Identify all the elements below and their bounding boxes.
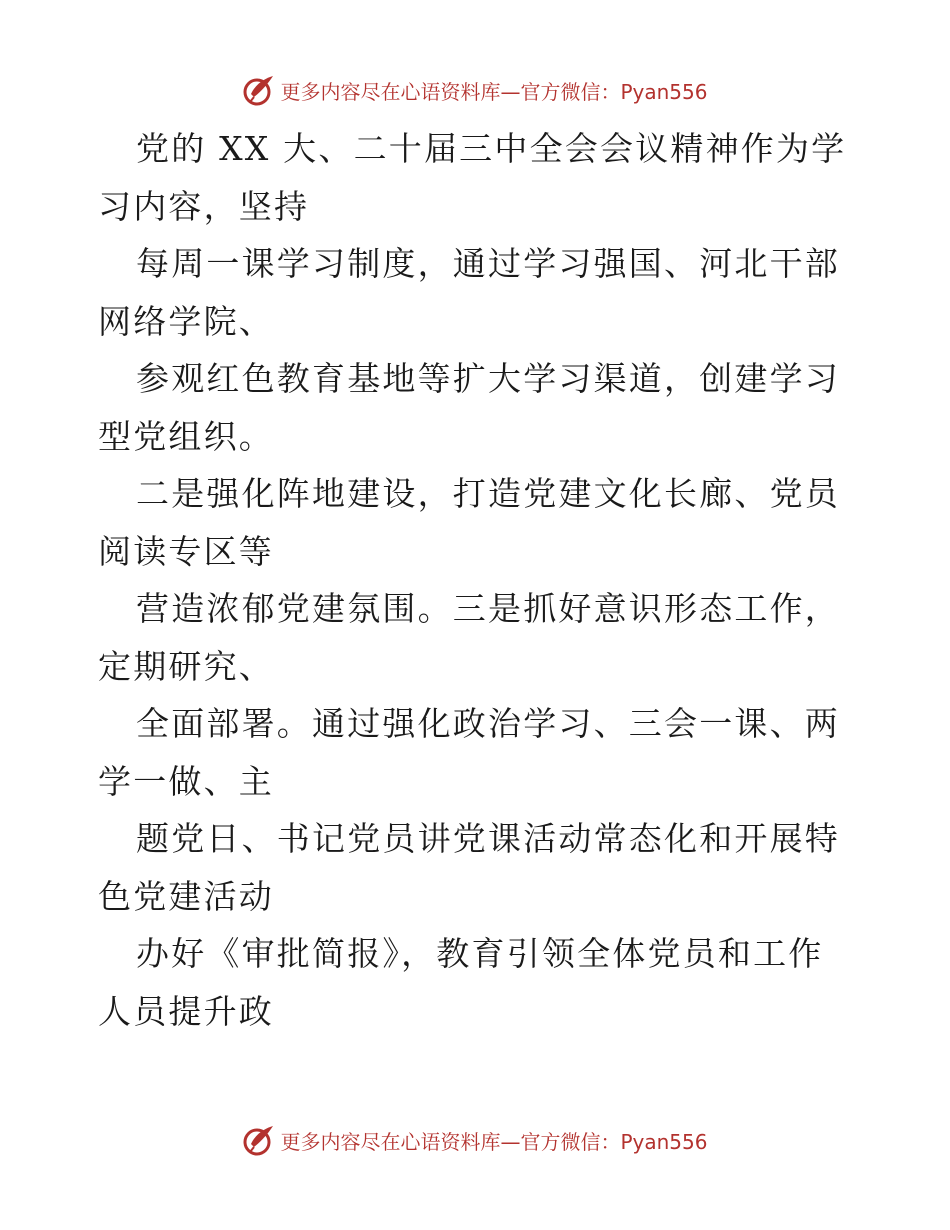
paragraph-8: [98, 925, 858, 1040]
paragraph-2-line-2: 络学院、: [133, 301, 275, 341]
paragraph-1-line-2: 内容，坚持: [133, 186, 310, 226]
paragraph-5-line-2: 期研究、: [133, 646, 275, 686]
paragraph-4-line-1: 二是强化阵地建设，打造党建文化长廊、党员阅: [98, 474, 840, 571]
paragraph-7-line-1: 题党日、书记党员讲党课活动常态化和开展特色: [98, 819, 840, 916]
paragraph-7-line-2: 党建活动: [133, 876, 275, 916]
paragraph-1-line-1: 党的 XX 大、二十届三中全会会议精神作为学习: [98, 129, 847, 226]
quill-logo-icon: [242, 73, 276, 107]
paragraph-3-line-2: 党组织。: [133, 416, 275, 456]
paragraph-4-line-2: 读专区等: [133, 531, 275, 571]
paragraph-6: [98, 695, 858, 810]
paragraph-4: [98, 465, 858, 580]
footer-banner-text: 更多内容尽在心语资料库—官方微信：Pyan556: [280, 1129, 708, 1154]
document-body: [98, 120, 858, 1040]
header-banner-text: 更多内容尽在心语资料库—官方微信：Pyan556: [280, 79, 708, 104]
paragraph-1: [98, 120, 858, 235]
footer-banner: [0, 1120, 950, 1160]
paragraph-6-line-2: 一做、主: [133, 761, 275, 801]
paragraph-8-line-1: 办好《审批简报》，教育引领全体党员和工作人: [98, 934, 824, 1031]
paragraph-2-line-1: 每周一课学习制度，通过学习强国、河北干部网: [98, 244, 840, 341]
paragraph-6-line-1: 全面部署。通过强化政治学习、三会一课、两学: [98, 704, 840, 801]
header-banner: [0, 70, 950, 110]
paragraph-2: [98, 235, 858, 350]
paragraph-5-line-1: 营造浓郁党建氛围。三是抓好意识形态工作，定: [98, 589, 840, 686]
paragraph-8-line-2: 员提升政: [133, 991, 275, 1031]
paragraph-3: [98, 350, 858, 465]
paragraph-3-line-1: 参观红色教育基地等扩大学习渠道，创建学习型: [98, 359, 840, 456]
quill-logo-icon: [242, 1123, 276, 1157]
paragraph-7: [98, 810, 858, 925]
paragraph-5: [98, 580, 858, 695]
